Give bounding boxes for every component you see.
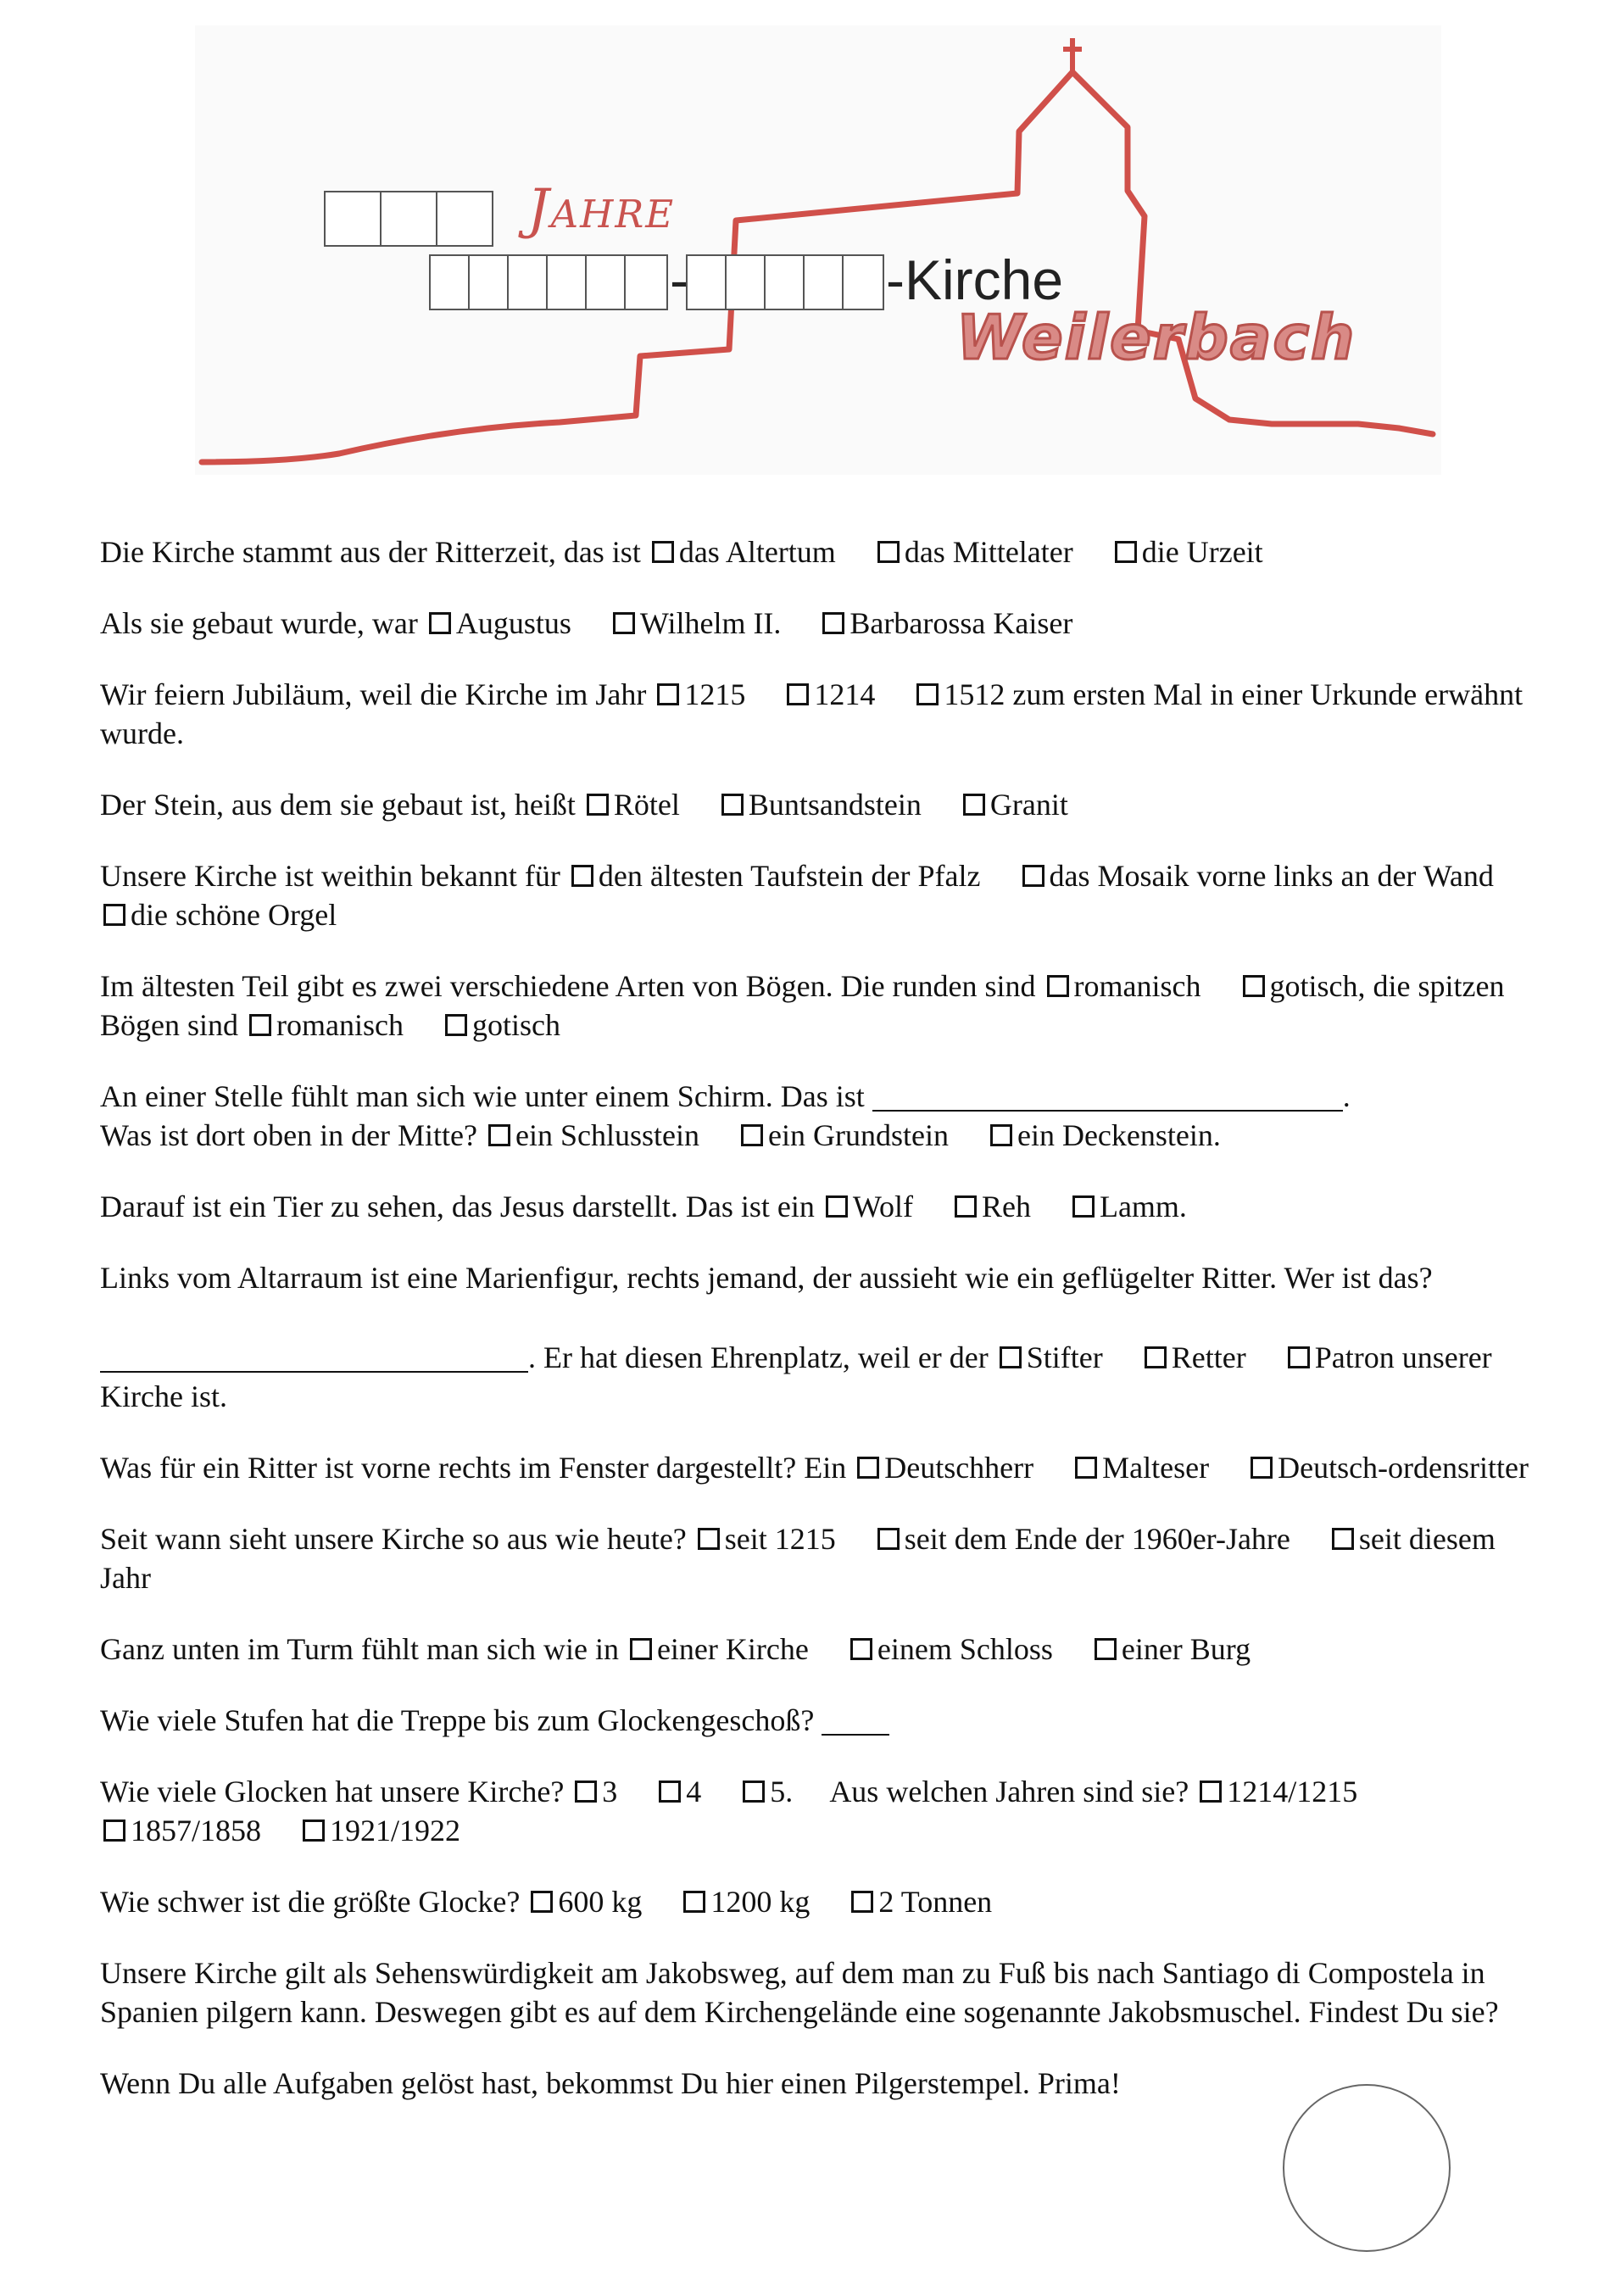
checkbox[interactable] bbox=[659, 1781, 681, 1803]
checkbox[interactable] bbox=[741, 1124, 763, 1146]
question-6: Im ältesten Teil gibt es zwei verschiedene Arten von Bögen. Die runden sind romanisch gotisch, die spitzen Bögen sind romanisch gotisch bbox=[100, 969, 1505, 1042]
question-4: Der Stein, aus dem sie gebaut ist, heißt Rötel Buntsandstein Granit bbox=[100, 788, 1068, 822]
checkbox[interactable] bbox=[613, 612, 635, 634]
worksheet bbox=[100, 532, 1541, 2135]
option[interactable]: 3 bbox=[571, 1775, 617, 1808]
town-name: Weilerbach bbox=[956, 302, 1356, 373]
checkbox[interactable] bbox=[1200, 1781, 1222, 1803]
checkbox[interactable] bbox=[1000, 1346, 1022, 1368]
checkbox[interactable] bbox=[587, 794, 609, 816]
option[interactable]: 1512 bbox=[913, 677, 1005, 711]
question-7: An einer Stelle fühlt man sich wie unter einem Schirm. Das ist . Was ist dort oben in der Mitte? ein Schlusstein ein Grundstein ein Deckenstein. bbox=[100, 1079, 1351, 1152]
option[interactable]: einer Burg bbox=[1091, 1632, 1251, 1666]
checkbox[interactable] bbox=[822, 612, 844, 634]
option[interactable]: romanisch bbox=[1044, 969, 1201, 1003]
option[interactable]: die Urzeit bbox=[1111, 535, 1263, 569]
option[interactable]: Wilhelm II. bbox=[610, 606, 782, 640]
checkbox[interactable] bbox=[1332, 1528, 1354, 1550]
question-9: Links vom Altarraum ist eine Marienfigur, rechts jemand, der aussieht wie ein geflügelter Ritter. Wer ist das? bbox=[100, 1261, 1433, 1295]
checkbox[interactable] bbox=[916, 683, 939, 705]
option[interactable]: Lamm. bbox=[1069, 1190, 1187, 1223]
option[interactable]: gotisch bbox=[1239, 969, 1358, 1003]
checkbox[interactable] bbox=[850, 1638, 872, 1660]
option[interactable]: 1200 kg bbox=[680, 1885, 810, 1919]
checkbox[interactable] bbox=[531, 1891, 553, 1913]
option[interactable]: einem Schloss bbox=[847, 1632, 1053, 1666]
option[interactable]: Wolf bbox=[822, 1190, 913, 1223]
question-2: Als sie gebaut wurde, war Augustus Wilhelm II. Barbarossa Kaiser bbox=[100, 606, 1073, 640]
checkbox[interactable] bbox=[1095, 1638, 1117, 1660]
option[interactable]: 5. bbox=[739, 1775, 793, 1808]
checkbox[interactable] bbox=[1145, 1346, 1167, 1368]
checkbox[interactable] bbox=[103, 904, 125, 926]
checkbox[interactable] bbox=[787, 683, 809, 705]
option[interactable]: Malteser bbox=[1072, 1451, 1209, 1485]
question-5: Unsere Kirche ist weithin bekannt für den ältesten Taufstein der Pfalz das Mosaik vorne links an der Wand die schöne Orgel bbox=[100, 859, 1494, 932]
option[interactable]: den ältesten Taufstein der Pfalz bbox=[568, 859, 981, 893]
name-boxes-right bbox=[687, 255, 883, 309]
option[interactable]: Augustus bbox=[426, 606, 571, 640]
option[interactable]: 1214/1215 bbox=[1196, 1775, 1357, 1808]
checkbox[interactable] bbox=[877, 1528, 900, 1550]
option[interactable]: Retter bbox=[1141, 1340, 1246, 1374]
checkbox[interactable] bbox=[877, 541, 900, 563]
checkbox[interactable] bbox=[1072, 1195, 1095, 1218]
checkbox[interactable] bbox=[857, 1457, 879, 1479]
question-17: Unsere Kirche gilt als Sehenswürdigkeit am Jakobsweg, auf dem man zu Fuß bis nach Santiago di Compostela in Spanien pilgern kann. Deswegen gibt es auf dem Kirchengelände eine sogenannte Jakobsmuschel. Findest Du sie? bbox=[100, 1956, 1499, 2029]
option[interactable]: das Mosaik vorne links an der Wand bbox=[1019, 859, 1494, 893]
question-16: Wie schwer ist die größte Glocke? 600 kg 1200 kg 2 Tonnen bbox=[100, 1885, 993, 1919]
question-8: Darauf ist ein Tier zu sehen, das Jesus darstellt. Das ist ein Wolf Reh Lamm. bbox=[100, 1190, 1187, 1223]
question-10: . Er hat diesen Ehrenplatz, weil er der Stifter Retter Patron unserer Kirche ist. bbox=[100, 1340, 1492, 1413]
option[interactable]: 1921/1922 bbox=[299, 1814, 460, 1847]
option[interactable]: 1857/1858 bbox=[100, 1814, 261, 1847]
checkbox[interactable] bbox=[721, 794, 744, 816]
option[interactable]: Barbarossa Kaiser bbox=[819, 606, 1072, 640]
checkbox[interactable] bbox=[652, 541, 674, 563]
checkbox[interactable] bbox=[851, 1891, 873, 1913]
option[interactable]: 600 kg bbox=[527, 1885, 642, 1919]
option[interactable]: Reh bbox=[951, 1190, 1031, 1223]
option[interactable]: seit dem Ende der 1960er-Jahre bbox=[874, 1522, 1290, 1556]
pilgrim-stamp-circle bbox=[1283, 2084, 1451, 2252]
checkbox[interactable] bbox=[303, 1820, 325, 1842]
checkbox[interactable] bbox=[698, 1528, 720, 1550]
option[interactable]: Deutsch-ordensritter bbox=[1247, 1451, 1529, 1485]
option[interactable]: ein Schlusstein bbox=[485, 1118, 699, 1152]
checkbox[interactable] bbox=[1115, 541, 1137, 563]
checkbox[interactable] bbox=[429, 612, 451, 634]
option[interactable]: ein Deckenstein. bbox=[987, 1118, 1221, 1152]
option[interactable]: Patron bbox=[1284, 1340, 1395, 1374]
option[interactable]: 2 Tonnen bbox=[848, 1885, 992, 1919]
option[interactable]: Granit bbox=[960, 788, 1068, 822]
checkbox[interactable] bbox=[657, 683, 679, 705]
option[interactable]: 1214 bbox=[783, 677, 875, 711]
option[interactable]: das Mittelater bbox=[874, 535, 1073, 569]
checkbox[interactable] bbox=[1047, 975, 1069, 997]
checkbox[interactable] bbox=[963, 794, 985, 816]
question-11: Was für ein Ritter ist vorne rechts im Fenster dargestellt? Ein Deutschherr Malteser Deutsch-ordensritter bbox=[100, 1451, 1529, 1485]
checkbox[interactable] bbox=[630, 1638, 652, 1660]
checkbox[interactable] bbox=[1243, 975, 1265, 997]
checkbox[interactable] bbox=[1288, 1346, 1310, 1368]
answer-blank[interactable] bbox=[100, 1344, 528, 1373]
checkbox[interactable] bbox=[743, 1781, 765, 1803]
answer-blank[interactable] bbox=[872, 1083, 1343, 1112]
question-18: Wenn Du alle Aufgaben gelöst hast, bekommst Du hier einen Pilgerstempel. Prima! bbox=[100, 2066, 1121, 2100]
question-13: Ganz unten im Turm fühlt man sich wie in einer Kirche einem Schloss einer Burg bbox=[100, 1632, 1251, 1666]
checkbox[interactable] bbox=[249, 1014, 271, 1036]
option[interactable]: gotisch bbox=[442, 1008, 560, 1042]
option[interactable]: Rötel bbox=[583, 788, 680, 822]
question-1: Die Kirche stammt aus der Ritterzeit, das ist das Altertum das Mittelater die Urzeit bbox=[100, 535, 1263, 569]
checkbox[interactable] bbox=[1022, 865, 1044, 887]
name-boxes-left bbox=[430, 255, 667, 309]
option[interactable]: 4 bbox=[655, 1775, 701, 1808]
question-3: Wir feiern Jubiläum, weil die Kirche im Jahr 1215 1214 1512 zum ersten Mal in einer Urkunde erwähnt wurde. bbox=[100, 677, 1524, 750]
checkbox[interactable] bbox=[103, 1820, 125, 1842]
option[interactable]: Buntsandstein bbox=[718, 788, 922, 822]
question-15: Wie viele Glocken hat unsere Kirche? 3 4 5. Aus welchen Jahren sind sie? 1214/1215 1857/1858 1921/1922 bbox=[100, 1775, 1358, 1847]
question-14: Wie viele Stufen hat die Treppe bis zum Glockengeschoß? bbox=[100, 1701, 1541, 1740]
checkbox[interactable] bbox=[445, 1014, 467, 1036]
church-outline-graphic bbox=[0, 0, 1621, 500]
checkbox[interactable] bbox=[826, 1195, 848, 1218]
checkbox[interactable] bbox=[488, 1124, 510, 1146]
checkbox[interactable] bbox=[1075, 1457, 1097, 1479]
option[interactable]: das Altertum bbox=[649, 535, 836, 569]
checkbox[interactable] bbox=[575, 1781, 597, 1803]
option[interactable]: ein Grundstein bbox=[738, 1118, 949, 1152]
option[interactable]: romanisch bbox=[246, 1008, 404, 1042]
year-boxes bbox=[325, 192, 493, 246]
checkbox[interactable] bbox=[1251, 1457, 1273, 1479]
option[interactable]: seit diesem Jahr bbox=[100, 1522, 1496, 1595]
checkbox[interactable] bbox=[955, 1195, 977, 1218]
option[interactable]: seit 1215 bbox=[694, 1522, 836, 1556]
option[interactable]: Deutschherr bbox=[854, 1451, 1033, 1485]
option[interactable]: 1215 bbox=[654, 677, 745, 711]
option[interactable]: Stifter bbox=[996, 1340, 1103, 1374]
option[interactable]: die schöne Orgel bbox=[100, 898, 337, 932]
kirche-label: -Kirche bbox=[886, 248, 1064, 311]
checkbox[interactable] bbox=[683, 1891, 705, 1913]
name-hyphen: - bbox=[670, 248, 688, 311]
checkbox[interactable] bbox=[571, 865, 593, 887]
option[interactable]: einer Kirche bbox=[627, 1632, 809, 1666]
header-graphic bbox=[0, 0, 1621, 500]
question-12: Seit wann sieht unsere Kirche so aus wie heute? seit 1215 seit dem Ende der 1960er-Jahre seit diesem Jahr bbox=[100, 1522, 1496, 1595]
checkbox[interactable] bbox=[990, 1124, 1012, 1146]
answer-blank[interactable] bbox=[822, 1707, 889, 1736]
jahre-label: Jahre bbox=[527, 178, 676, 241]
